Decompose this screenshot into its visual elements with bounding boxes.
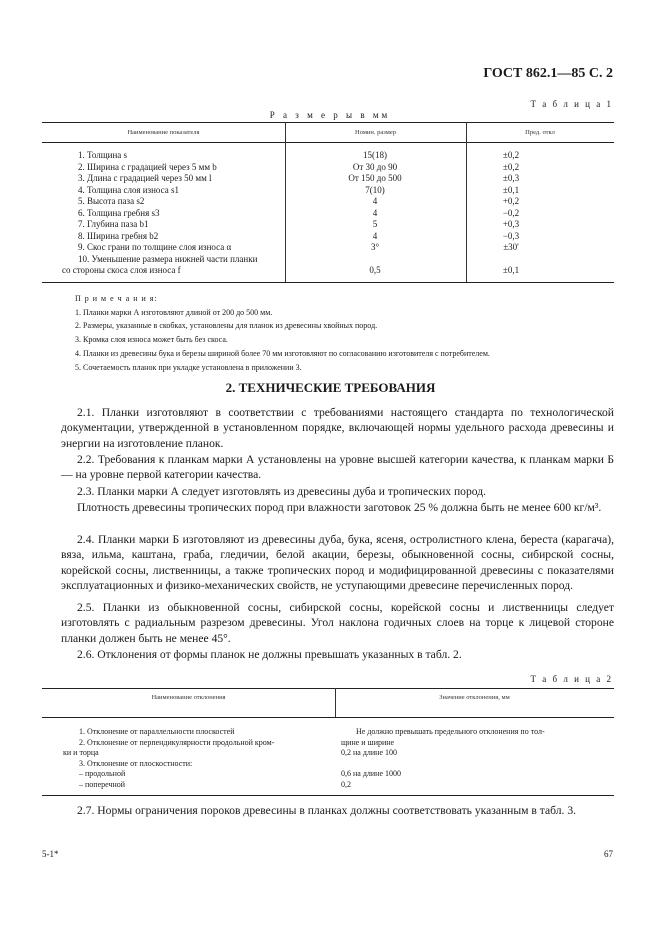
table1-header-nominal: Номин. размер — [355, 129, 396, 136]
table2-header-divider — [335, 688, 336, 717]
table2-header-rule — [42, 717, 614, 718]
table1-row-deviation: ±0,1 — [502, 265, 520, 275]
table1-row-name: 9. Скос грани по толщине слоя износа α — [78, 242, 232, 252]
table2-right-line: щине и ширине — [341, 737, 395, 747]
note-item: 1. Планки марки А изготовляют длиной от 200 до 500 мм. — [75, 308, 273, 317]
table2-left-line: – поперечной — [79, 779, 126, 789]
table1-row-nominal: 4 — [372, 196, 378, 206]
table1-row-name: со стороны скоса слоя износа f — [62, 265, 181, 275]
note-item: 5. Сочетаемость планок при укладке установлена в приложении 3. — [75, 363, 302, 372]
paragraph-2-5: 2.5. Планки из обыкновенной сосны, сибирской сосны, корейской сосны и лиственницы следует изготовлять с радиальным разрезом древесины. Угол наклона годичных слоев на торце к лицевой стороне планки должен быть не менее 45°. — [61, 601, 614, 645]
table1-row-deviation: ±0,2 — [502, 150, 520, 160]
table1-row-name: 1. Толщина s — [78, 150, 128, 160]
table2-right-line: 0,6 на длине 1000 — [341, 769, 402, 778]
table1-top-rule — [42, 122, 614, 123]
table2-right-line: Не должно превышать предельного отклонения по тол- — [356, 727, 545, 736]
table1-row-name: 4. Толщина слоя износа s1 — [78, 184, 179, 195]
table1-row-deviation: ±0,3 — [502, 173, 520, 183]
table1-row-deviation: ±30' — [503, 242, 519, 252]
table1-row-nominal: 4 — [372, 230, 378, 241]
paragraph-2-7: 2.7. Нормы ограничения пороков древесины в планках должны соответствовать указанным в табл. 3. — [77, 804, 577, 817]
table2-left-line: 1. Отклонение от параллельности плоскостей — [79, 727, 235, 736]
table1-row-nominal: 7(10) — [365, 184, 385, 195]
table1-row-nominal: 15(18) — [363, 150, 387, 160]
table2-right-line: 0,2 на длине 100 — [341, 748, 398, 757]
paragraph-2-2: 2.2. Требования к планкам марки А установлены на уровне высшей категории качества, к планкам марки Б — на уровне первой категории качества. — [61, 453, 614, 482]
note-item: 2. Размеры, указанные в скобках, установлены для планок из древесины хвойных пород. — [75, 321, 378, 330]
table1-row-deviation: ±0,2 — [502, 161, 520, 172]
table1-row-deviation: +0,2 — [502, 196, 520, 206]
table1-row-nominal: 5 — [372, 219, 378, 229]
table2-header-value: Значение отклонения, мм — [439, 694, 510, 701]
table1-row-deviation: −0,3 — [502, 230, 520, 241]
table1-row-nominal: От 150 до 500 — [348, 173, 402, 183]
table2-top-rule — [42, 688, 614, 689]
paragraph-2-3: 2.3. Планки марки А следует изготовлять из древесины дуба и тропических пород. — [77, 485, 487, 498]
note-item: 3. Кромка слоя износа может быть без скоса. — [75, 335, 228, 344]
section-title: 2. ТЕХНИЧЕСКИЕ ТРЕБОВАНИЯ — [225, 380, 436, 395]
footer-left: 5-1* — [42, 849, 59, 859]
table1-row-name: 5. Высота паза s2 — [78, 196, 145, 206]
table2-header-name: Наименование отклонения — [151, 694, 226, 701]
table1-row-deviation: −0,2 — [502, 207, 520, 218]
table1-row-name: 6. Толщина гребня s3 — [78, 207, 160, 218]
notes-title: П р и м е ч а н и я: — [75, 294, 158, 303]
table1-row-deviation: ±0,1 — [502, 184, 520, 195]
table1-row-nominal: От 30 до 90 — [352, 161, 398, 172]
table1-row-nominal: 3° — [370, 242, 380, 252]
page-header: ГОСТ 862.1—85 С. 2 — [483, 66, 613, 81]
paragraph-2-4: 2.4. Планки марки Б изготовляют из древесины дуба, бука, ясеня, остролистного клена, береста (карагача), вяза, ильма, каштана, граба, гледичии, белой акации, березы, обыкновенной сосны, сибирской сосны, корейской сосны, лиственницы, а также тропических пород и модифицированной древесины с показателями эксплуатационных и физико-механических свойств, не уступающими древесине перечисленных пород. — [61, 533, 614, 593]
table1-bottom-rule — [42, 282, 614, 283]
table1-row-name: 2. Ширина с градацией через 5 мм b — [78, 161, 217, 172]
table1-row-name: 7. Глубина паза b1 — [78, 219, 149, 229]
table1-row-name: 8. Ширина гребня b2 — [78, 230, 159, 241]
table1-row-nominal: 0,5 — [369, 265, 381, 275]
table1-row-deviation: +0,3 — [502, 219, 520, 229]
table1-subtitle: Р а з м е р ы в мм — [269, 110, 391, 120]
table2-left-line: 2. Отклонение от перпендикулярности продольной кром- — [79, 737, 275, 747]
paragraph-2-1: 2.1. Планки изготовляют в соответствии с требованиями настоящего стандарта по технологической документации, утвержденной в установленном порядке, включающей нормы удельного расхода древесины и энергии на изготовление планок. — [61, 406, 614, 450]
table2-bottom-rule — [42, 795, 614, 796]
table1-header-name: Наименование показателя — [127, 129, 200, 136]
table1-header-deviation: Пред. откл — [525, 129, 555, 136]
table2-left-line: 3. Отклонение от плоскостности: — [79, 758, 193, 768]
page-number: 67 — [604, 849, 613, 859]
table1-header-rule — [42, 142, 614, 143]
table2-left-line: ки и торца — [63, 748, 99, 757]
table1-row-name: 3. Длина с градацией через 50 мм l — [78, 173, 212, 183]
table1-label: Т а б л и ц а 1 — [530, 99, 613, 109]
table1-row-name: 10. Уменьшение размера нижней части планки — [78, 253, 258, 264]
table2-left-line: – продольной — [79, 769, 126, 778]
paragraph-2-6: 2.6. Отклонения от формы планок не должны превышать указанных в табл. 2. — [77, 648, 462, 661]
paragraph-2-3-density: Плотность древесины тропических пород при влажности заготовок 25 % должна быть не менее 600 кг/м³. — [77, 501, 602, 514]
table2-right-line: 0,2 — [341, 779, 351, 789]
table1-row-nominal: 4 — [372, 207, 378, 218]
note-item: 4. Планки из древесины бука и березы шириной более 70 мм изготовляют по согласованию изготовителя с потребителем. — [75, 349, 490, 358]
table2-label: Т а б л и ц а 2 — [530, 674, 613, 684]
